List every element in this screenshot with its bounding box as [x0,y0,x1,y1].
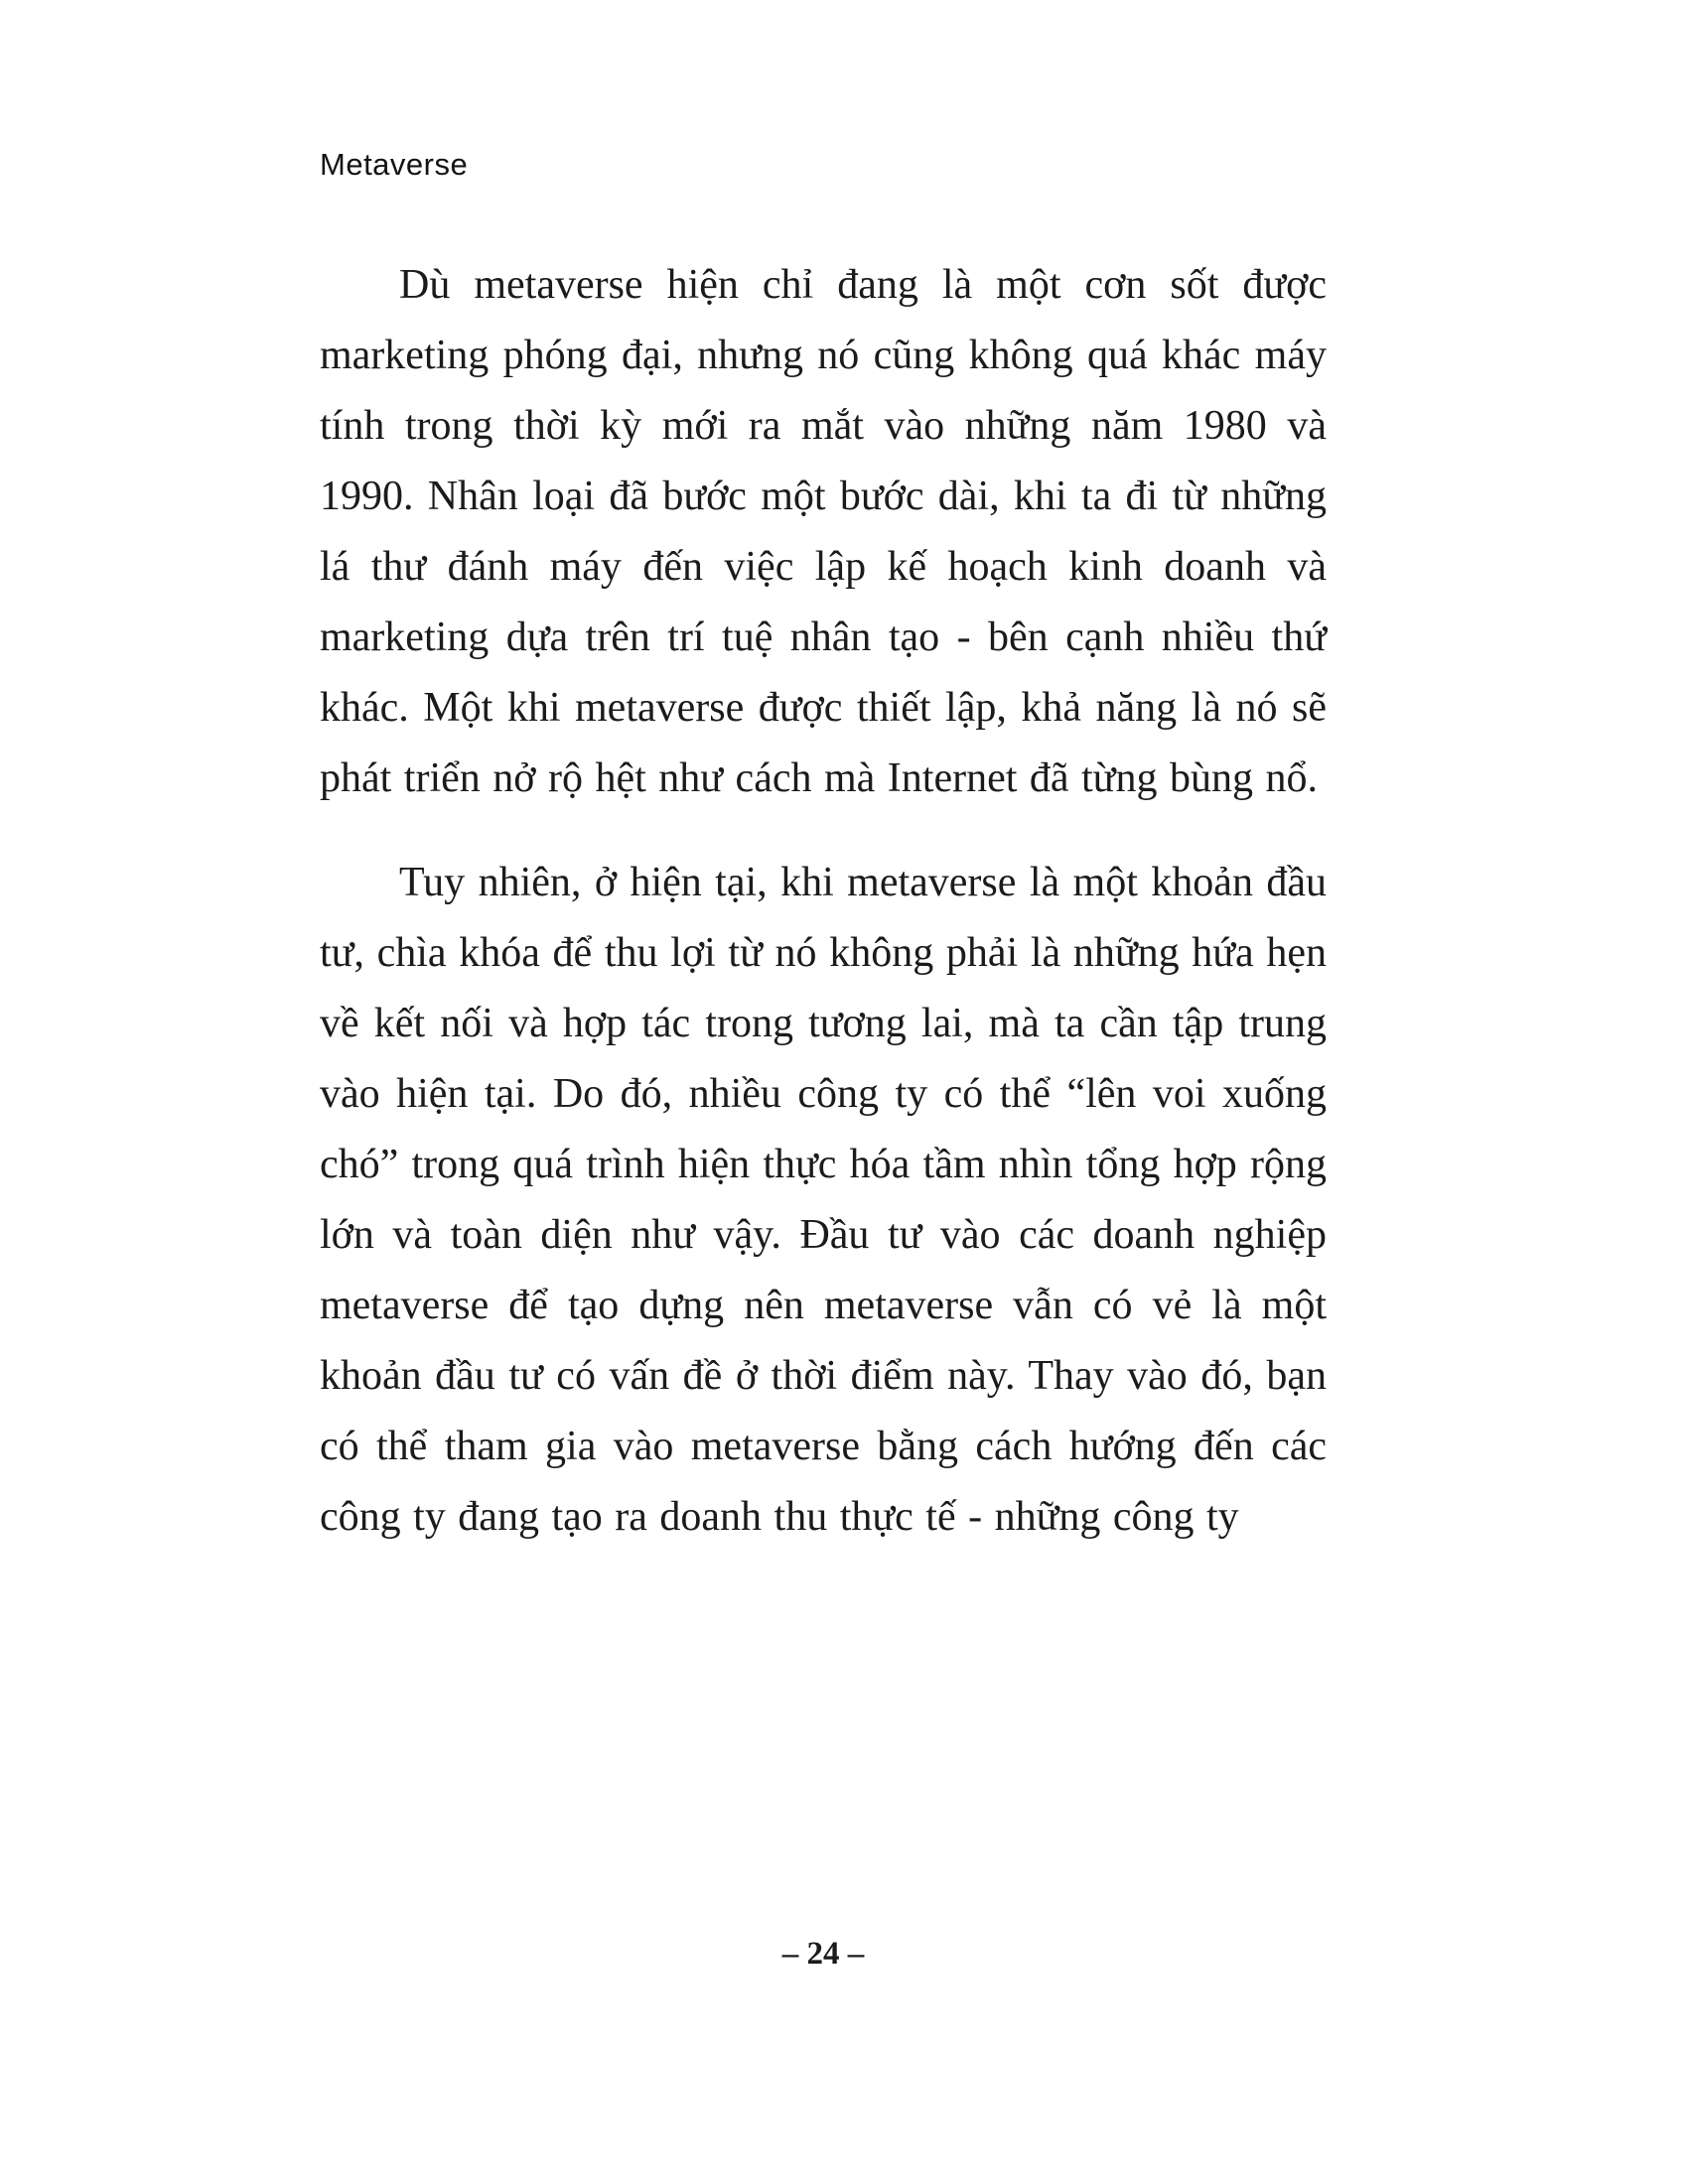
page-number: – 24 – [781,1936,865,1972]
page-body-text [320,250,1327,1586]
running-header: Metaverse [320,147,469,182]
paragraph: Tuy nhiên, ở hiện tại, khi metaverse là một khoản đầu tư, chìa khóa để thu lợi từ nó không phải là những hứa hẹn về kết nối và hợp tác trong tương lai, mà ta cần tập trung vào hiện tại. Do đó, nhiều công ty có thể “lên voi xuống chó” trong quá trình hiện thực hóa tầm nhìn tổng hợp rộng lớn và toàn diện như vậy. Đầu tư vào các doanh nghiệp metaverse để tạo dựng nên metaverse vẫn có vẻ là một khoản đầu tư có vấn đề ở thời điểm này. Thay vào đó, bạn có thể tham gia vào metaverse bằng cách hướng đến các công ty đang tạo ra doanh thu thực tế - những công ty [320,860,1327,1540]
paragraph: Dù metaverse hiện chỉ đang là một cơn sốt được marketing phóng đại, nhưng nó cũng không quá khác máy tính trong thời kỳ mới ra mắt vào những năm 1980 và 1990. Nhân loại đã bước một bước dài, khi ta đi từ những lá thư đánh máy đến việc lập kế hoạch kinh doanh và marketing dựa trên trí tuệ nhân tạo - bên cạnh nhiều thứ khác. Một khi metaverse được thiết lập, khả năng là nó sẽ phát triển nở rộ hệt như cách mà Internet đã từng bùng nổ. [320,262,1327,801]
